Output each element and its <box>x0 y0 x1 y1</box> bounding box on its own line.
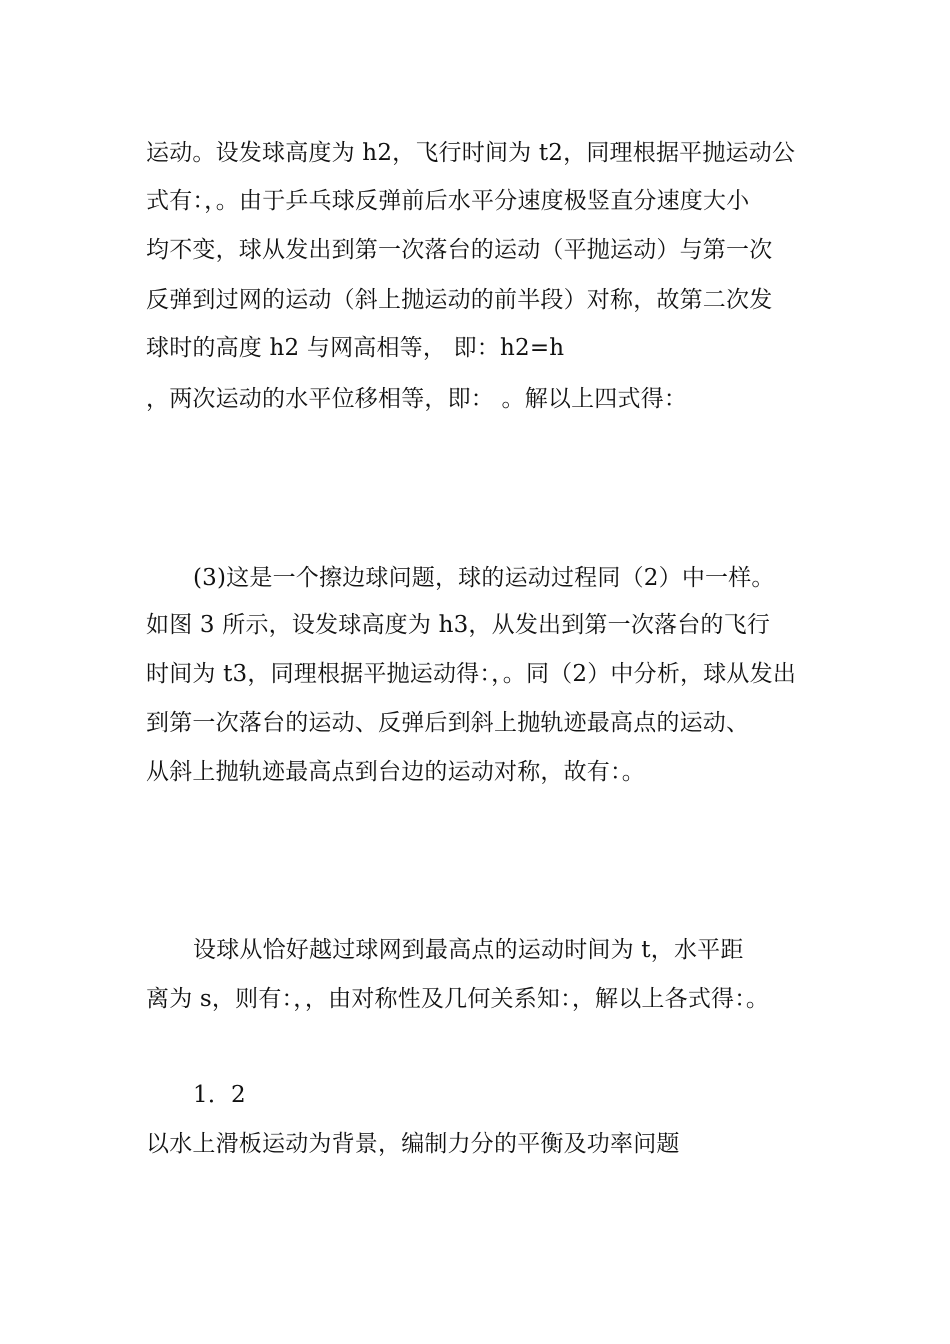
text-line: 到第一次落台的运动、反弹后到斜上抛轨迹最高点的运动、 <box>146 710 750 736</box>
section-title: 以水上滑板运动为背景，编制力分的平衡及功率问题 <box>146 1131 680 1157</box>
text-line: 如图 3 所示，设发球高度为 h3，从发出到第一次落台的飞行 <box>146 612 771 638</box>
text-line: 均不变，球从发出到第一次落台的运动（平抛运动）与第一次 <box>146 237 773 263</box>
text-line: 反弹到过网的运动（斜上抛运动的前半段）对称，故第二次发 <box>146 287 773 313</box>
text-line: ，两次运动的水平位移相等，即： 。解以上四式得： <box>146 386 688 412</box>
section-number: 1．2 <box>193 1082 246 1108</box>
text-line: (3)这是一个擦边球问题，球的运动过程同（2）中一样。 <box>193 565 775 591</box>
text-line: 式有：，。由于乒乓球反弹前后水平分速度极竖直分速度大小 <box>146 188 750 214</box>
text-line: 时间为 t3，同理根据平抛运动得：，。同（2）中分析，球从发出 <box>146 661 797 687</box>
text-line: 球时的高度 h2 与网高相等， 即：h2=h <box>146 335 565 361</box>
text-line: 设球从恰好越过球网到最高点的运动时间为 t，水平距 <box>193 937 744 963</box>
text-line: 离为 s，则有：，，由对称性及几何关系知：，解以上各式得：。 <box>146 986 770 1012</box>
text-line: 运动。设发球高度为 h2，飞行时间为 t2，同理根据平抛运动公 <box>146 140 796 166</box>
text-line: 从斜上抛轨迹最高点到台边的运动对称，故有：。 <box>146 759 645 785</box>
